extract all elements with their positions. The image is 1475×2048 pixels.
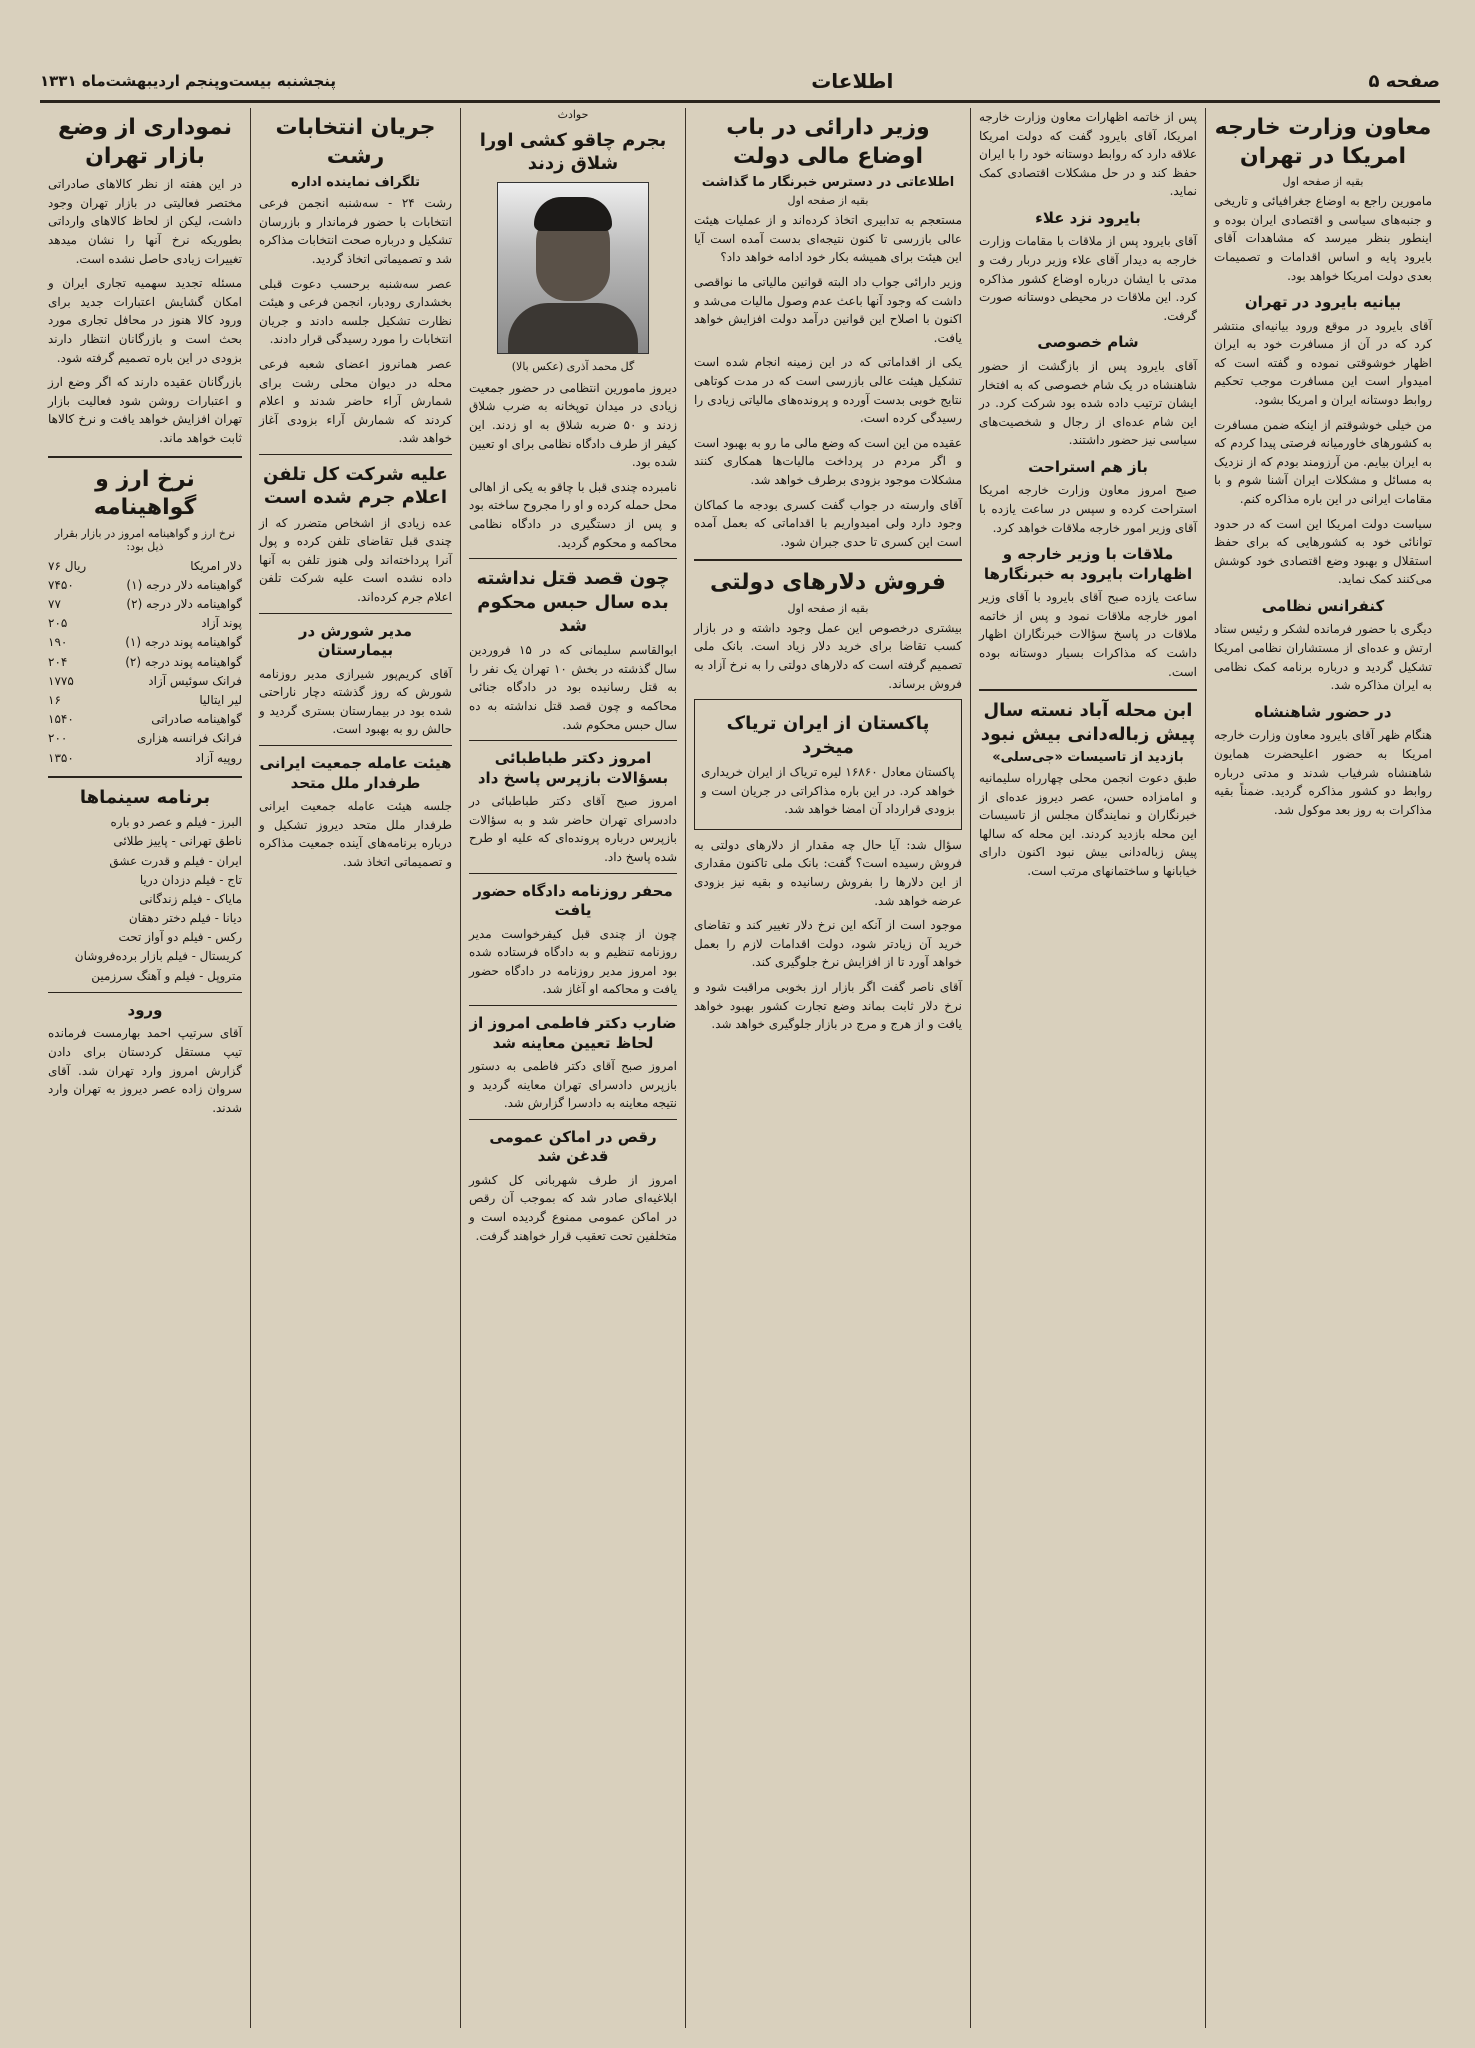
headline-tabatabai: امروز دکتر طباطبائی بسؤالات بازپرس پاسخ داد bbox=[477, 749, 669, 787]
photo-hair bbox=[534, 197, 612, 231]
paragraph: آقای بایرود در موقع ورود بیانیه‌ای منتشر کرد که در آن از مسافرت خود به ایران اظهار خوشوقتی نموده و گفته است که امیدوار است این مسافرت موجب تحکیم روابط دوستانه ایران و امریکا بشود. bbox=[1214, 318, 1432, 408]
divider bbox=[469, 558, 677, 559]
divider bbox=[259, 454, 452, 455]
section-label: حوادث bbox=[557, 108, 589, 121]
paragraph: مستعجم به تدابیری اتخاذ کرده‌اند و از عملیات هیئت عالی بازرسی تا کنون نتیجه‌ای بدست آمده است آیا این هیئت برای همیشه بکار خود ادامه خواهد داد؟ bbox=[694, 213, 962, 265]
paragraph: طبق دعوت انجمن محلی چهارراه سلیمانیه و امامزاده حسن، عصر دیروز عده‌ای از خبرنگاران و نمایندگان مجلس از تاسیسات این محله بازدید کردند. این محله که سالها پیش زباله‌دانی بیش نبود اکنون دارای خیابانها و ساختمانهای مرتب است. bbox=[979, 770, 1197, 878]
subhead-visit: بازدید از تاسیسات «جی‌سلی» bbox=[992, 749, 1184, 765]
subhead-statement: بیانیه بایرود در تهران bbox=[1244, 293, 1402, 312]
rate-value: ۱۶ bbox=[48, 693, 61, 707]
rate-name: لیر ایتالیا bbox=[199, 693, 242, 707]
headline-dollar-sale: فروش دلارهای دولتی bbox=[710, 570, 946, 596]
paragraph: دیگری با حضور فرمانده لشکر و رئیس ستاد ارتش و عده‌ای از مستشاران نظامی امریکا تشکیل گردید و درباره برنامه کمک نظامی به ایران مذاکره شد. bbox=[1214, 622, 1432, 693]
rate-row bbox=[48, 595, 242, 614]
paragraph: دیروز مامورین انتظامی در حضور جمعیت زیادی در میدان توپخانه به ضرب شلاق زدند و ۵۰ ضربه شلاق به او زدند. این کیفر از طرف دادگاه نظامی برای او تعیین شده بود. bbox=[469, 380, 677, 470]
subhead-byroade-ala: بایرود نزد علاء bbox=[1035, 208, 1141, 227]
rate-name: گواهینامه دلار درجه (۱) bbox=[126, 577, 242, 592]
cinema-listing: دیانا - فیلم دختر دهقان bbox=[128, 911, 242, 926]
cinema-list bbox=[48, 813, 242, 986]
rate-row bbox=[48, 691, 242, 710]
subhead-meeting-foreign-minister: ملاقات با وزیر خارجه و اظهارات بایرود به خبرنگارها bbox=[983, 545, 1193, 583]
rate-row bbox=[48, 576, 242, 595]
rate-value: ۲۰۵ bbox=[48, 616, 68, 631]
rate-row bbox=[48, 672, 242, 691]
headline-un-society: هیئت عامله جمعیت ایرانی طرفدار ملل متحد bbox=[259, 754, 452, 792]
rate-name: فرانک سوئیس آزاد bbox=[148, 673, 242, 688]
rate-name: گواهینامه صادراتی bbox=[151, 712, 242, 727]
paragraph: یکی از اقداماتی که در این زمینه انجام شده است تشکیل هیئت عالی بازرسی است که در مدت کوتاهی نتایج خوبی بدست آورده و پرونده‌های مالیاتی زیادی را رسیدگی کرده است. bbox=[694, 355, 962, 426]
rate-value: ۲۰۰ bbox=[48, 731, 68, 746]
paragraph: نامبرده چندی قبل با چاقو به یکی از اهالی محل حمله کرده و او را مجروح ساخته بود و پس از دستگیری در دادگاه نظامی محاکمه و محکوم گردید. bbox=[469, 479, 677, 550]
masthead bbox=[40, 62, 1440, 103]
rate-name: فرانک فرانسه هزاری bbox=[136, 731, 242, 746]
cinema-listing: ایران - فیلم و قدرت عشق bbox=[109, 853, 242, 868]
cinema-listing: مایاک - فیلم زندگانی bbox=[139, 891, 242, 906]
headline-ten-years: چون قصد قتل نداشته بده سال حبس محکوم شد bbox=[476, 568, 670, 636]
photo-caption: گل محمد آذری (عکس بالا) bbox=[511, 359, 635, 373]
paragraph: امروز صبح آقای دکتر طباطبائی در دادسرای تهران حاضر شد و به سؤالات بازپرس درباره پرونده‌ای که علیه او طرح شده پاسخ داد. bbox=[469, 794, 677, 865]
paragraph: ساعت یازده صبح آقای بایرود با آقای وزیر امور خارجه ملاقات نمود و پس از خاتمه ملاقات در پاسخ سؤالات خبرنگاران اظهار داشت که مذاکرات بسیار دوستانه بوده است. bbox=[979, 590, 1197, 679]
column-4 bbox=[460, 108, 685, 2028]
paragraph: مامورین راجع به اوضاع جغرافیائی و تاریخی و جنبه‌های سیاسی و اقتصادی ایران بوده و اینطور بنظر میرسد که مشاهدات آقای بایرود پایه و اساس اقدامات و تصمیمات بعدی دولت امریکا خواهد بود. bbox=[1214, 194, 1432, 283]
paragraph: عقیده من این است که وضع مالی ما رو به بهبود است و اگر مردم در پرداخت مالیات‌ها همکاری کنند مشکلات موجود بزودی برطرف خواهد شد. bbox=[694, 435, 962, 487]
rate-value: ۱۷۷۵ bbox=[48, 673, 74, 688]
column-3 bbox=[685, 108, 970, 2028]
paragraph: جلسه هیئت عامله جمعیت ایرانی طرفدار ملل متحد دیروز تشکیل و درباره برنامه‌های آینده جمعیت مذاکره و تصمیماتی اتخاذ شد. bbox=[259, 799, 452, 869]
paragraph: بازرگانان عقیده دارند که اگر وضع ارز و اعتبارات روشن شود فعالیت بازار تهران افزایش خواهد یافت و نرخ کالاها ثابت خواهد ماند. bbox=[48, 375, 242, 445]
divider bbox=[469, 873, 677, 874]
divider bbox=[48, 992, 242, 993]
headline-tehran-market: نموداری از وضع بازار تهران bbox=[58, 115, 232, 169]
rate-name: روپیه آزاد bbox=[195, 750, 242, 765]
rate-row bbox=[48, 557, 242, 576]
rate-value: ۱۵۴۰ bbox=[48, 712, 74, 727]
portrait-photo bbox=[497, 182, 649, 354]
rate-row bbox=[48, 729, 242, 748]
continued-note: بقیه از صفحه اول bbox=[1282, 175, 1364, 189]
paragraph: عصر همانروز اعضای شعبه فرعی محله در دیوان محلی رشت برای شمارش آراء حاضر شدند و اعلام کردند که شمارش آراء بزودی آغاز خواهد شد. bbox=[259, 356, 452, 446]
headline-knife-fight: بجرم چاقو کشی اورا شلاق زدند bbox=[479, 130, 667, 175]
cinema-listing: کریستال - فیلم بازار برده‌فروشان bbox=[74, 949, 242, 964]
rate-value: ۷۴۵۰ bbox=[48, 577, 74, 592]
paragraph: موجود است از آنکه این نرخ دلار تغییر کند و تقاضای خرید آن زیادتر شود، دولت اقدامات لازم را بعمل خواهد آورد تا از افزایش نرخ جلوگیری کند. bbox=[694, 918, 962, 970]
rate-name: گواهینامه دلار درجه (۲) bbox=[126, 597, 242, 612]
headline-neighborhood: ابن محله آباد نسته سال پیش زباله‌دانی بیش نبود bbox=[980, 700, 1196, 745]
paragraph: هنگام ظهر آقای بایرود معاون وزارت خارجه امریکا به حضور اعلیحضرت همایون شاهنشاه شرفیاب شدند و مدتی درباره روابط دو کشور مذاکره گردید. ضمناً بقیه مذاکرات به روز بعد موکول شد. bbox=[1214, 728, 1432, 817]
divider bbox=[469, 740, 677, 741]
subhead-rest: باز هم استراحت bbox=[1028, 457, 1148, 476]
rate-row bbox=[48, 749, 242, 768]
paragraph: امروز صبح آقای دکتر فاطمی به دستور بازپرس دادسرای تهران معاینه گردید و نتیجه معاینه به دادسرا گزارش شد. bbox=[469, 1059, 677, 1111]
paragraph: مسئله تجدید سهمیه تجاری ایران و امکان گشایش اعتبارات جدید برای ورود کالا هنوز در محافل تجاری مورد بحث است و بازرگانان انتظار دارند بزودی در این باره تصمیم گرفته شود. bbox=[48, 276, 242, 365]
paragraph: صبح امروز معاون وزارت خارجه امریکا استراحت کرده و سپس در ساعت یازده با آقای وزیر امور خارجه ملاقات خواهد کرد. bbox=[979, 483, 1197, 535]
cinema-listing: رکس - فیلم دو آواز تحت bbox=[118, 930, 242, 945]
paragraph: آقای بایرود پس از ملاقات با مقامات وزارت خارجه به دیدار آقای علاء وزیر دربار رفت و مدتی با ایشان درباره اوضاع کشور مذاکره کرد. این ملاقات در محیطی دوستانه صورت گرفت. bbox=[979, 234, 1197, 323]
paragraph: سؤال شد: آیا حال چه مقدار از دلارهای دولتی به فروش رسیده است؟ گفت: بانک ملی تاکنون مقداری از این دلارها را بفروش رسانیده و بقیه نیز بزودی عرضه خواهد شد. bbox=[694, 837, 962, 908]
headline-arrivals: ورود bbox=[127, 1000, 163, 1019]
headline-pakistan-opium: پاکستان از ایران تریاک میخرد bbox=[726, 713, 930, 758]
headline-exchange-rates: نرخ ارز و گواهینامه bbox=[93, 466, 197, 521]
cinema-listing: ناطق تهرانی - پاییز طلائی bbox=[113, 834, 242, 849]
rate-value: ۷۶ ریال bbox=[48, 558, 87, 573]
divider bbox=[259, 745, 452, 746]
headline-finance-minister: وزیر دارائی در باب اوضاع مالی دولت bbox=[726, 115, 930, 169]
paragraph: آقای وارسته در جواب گفت کسری بودجه ما کماکان وجود دارد ولی امیدواریم با اقداماتی که بعمل آمده است این کسری تا حدی جبران شود. bbox=[694, 497, 962, 549]
cinema-listing: البرز - فیلم و عصر دو باره bbox=[110, 815, 242, 830]
headline-rasht-elections: جریان انتخابات رشت bbox=[275, 115, 436, 169]
rate-name: گواهینامه پوند درجه (۱) bbox=[125, 635, 242, 650]
paragraph: در این هفته از نظر کالاهای صادراتی مختصر فعالیتی در بازار تهران وجود داشت، لیکن از لحاظ کالاهای وارداتی بطوریکه نرخ آنها را نشان میدهد تغییرات زیادی حاصل نشده است. bbox=[48, 177, 242, 266]
continued-note: بقیه از صفحه اول bbox=[787, 194, 869, 208]
rate-value: ۱۳۵۰ bbox=[48, 750, 74, 765]
rate-row bbox=[48, 653, 242, 672]
column-1 bbox=[1205, 108, 1440, 2028]
paragraph: من خیلی خوشوقتم از اینکه ضمن مسافرت به کشورهای خاورمیانه فرصتی پیدا کردم که به ایران بیایم. من آرزومند بودم که از نزدیک به مسائل و مشکلات ایران آشنا شوم و با مقامات ایرانی در این باره مذاکره کنم. bbox=[1214, 417, 1432, 506]
rate-row bbox=[48, 633, 242, 652]
subhead-audience-shah: در حضور شاهنشاه bbox=[1254, 702, 1392, 721]
divider bbox=[469, 1119, 677, 1120]
rates-list bbox=[48, 557, 242, 768]
subhead-telegram: تلگراف نماینده اداره bbox=[290, 175, 421, 191]
paragraph: بیشتری درخصوص این عمل وجود داشته و در بازار کسب تقاضا برای خرید دلار زیاد است. بانک ملی تصمیم گرفته است که دلارهای دولتی را به نرخ آزاد به فروش برساند. bbox=[694, 620, 962, 691]
rate-value: ۱۹۰ bbox=[48, 635, 68, 650]
paragraph: وزیر دارائی جواب داد البته قوانین مالیاتی ما نواقصی داشت که وجود آنها باعث عدم وصول مالیات می‌شد و اکنون با اصلاح این قوانین درآمد دولت افزایش خواهد یافت. bbox=[694, 274, 962, 345]
paragraph: چون از چندی قبل کیفرخواست مدیر روزنامه تنظیم و به دادگاه فرستاده شده بود امروز مدیر روزنامه در دادگاه حضور یافت و محاکمه او آغاز شد. bbox=[469, 926, 677, 997]
paragraph: عصر سه‌شنبه برحسب دعوت قبلی بخشداری رودبار، انجمن فرعی و هیئت نظارت تشکیل جلسه دادند و جریان انتخابات را مورد رسیدگی قرار دادند. bbox=[259, 276, 452, 347]
photo-shirt bbox=[508, 303, 638, 353]
divider bbox=[979, 689, 1197, 691]
paragraph: آقای بایرود پس از بازگشت از حضور شاهنشاه در یک شام خصوصی که به افتخار ایشان ترتیب داده شده بود شرکت کرد. در این شام عده‌ای از رجال و شخصیت‌های سیاسی نیز حضور داشتند. bbox=[979, 358, 1197, 448]
rate-row bbox=[48, 614, 242, 633]
headline-fatemi: ضارب دکتر فاطمی امروز از لحاظ تعیین معاینه شد bbox=[469, 1014, 677, 1052]
page-number: صفحه ۵ bbox=[1368, 70, 1440, 92]
subhead-military-conference: کنفرانس نظامی bbox=[1261, 596, 1385, 615]
paragraph: سیاست دولت امریکا این است که در حدود توانائی خود به کشورهایی که برای حفظ استقلال و بهبود وضع اقتصادی خود کوشش می‌کنند کمک نماید. bbox=[1214, 516, 1432, 587]
column-2 bbox=[970, 108, 1205, 2028]
rate-value: ۲۰۴ bbox=[48, 654, 68, 669]
rates-intro: نرخ ارز و گواهینامه امروز در بازار بقرار ذیل بود: bbox=[54, 526, 236, 553]
boxed-article-pakistan bbox=[694, 699, 962, 830]
paragraph: آقای کریم‌پور شیرازی مدیر روزنامه شورش که روز گذشته دچار ناراحتی شده بود در بیمارستان بستری گردید و حالش رو به بهبود است. bbox=[259, 666, 452, 737]
column-6 bbox=[40, 108, 250, 2028]
headline-cinema-program: برنامه سینماها bbox=[79, 786, 211, 808]
rate-value: ۷۷ bbox=[48, 597, 61, 612]
paragraph: رشت ۲۴ - سه‌شنبه انجمن فرعی انتخابات با حضور فرماندار و بازرسان تشکیل و درباره صحت انتخابات مذاکره شد و تصمیماتی اتخاذ گردید. bbox=[259, 196, 453, 266]
paper-name: اطلاعات bbox=[811, 69, 894, 93]
rate-name: گواهینامه پوند درجه (۲) bbox=[125, 654, 242, 669]
continued-note: بقیه از صفحه اول bbox=[787, 601, 869, 615]
divider bbox=[469, 1005, 677, 1006]
headline-newspaper-court: محفر روزنامه دادگاه حضور یافت bbox=[473, 881, 673, 920]
paragraph: آقای ناصر گفت اگر بازار ارز بخوبی مراقبت شود و نرخ دلار ثابت بماند وضع تجارت کشور بهبود خواهد یافت و از هرج و مرج در بازار جلوگیری خواهد شد. bbox=[694, 979, 962, 1032]
paragraph: ابوالقاسم سلیمانی که در ۱۵ فروردین سال گذشته در بخش ۱۰ تهران یک نفر را به قتل رسانیده بود در دادگاه جنائی محاکمه و چون قصد قتل نداشته به ده سال حبس محکوم شد. bbox=[469, 643, 677, 732]
headline-dance-ban: رقص در اماکن عمومی قدغن شد bbox=[489, 1127, 657, 1166]
subhead-private-dinner: شام خصوصی bbox=[1037, 333, 1139, 352]
headline-shoresh-hospital: مدیر شورش در بیمارستان bbox=[298, 621, 413, 660]
paragraph: امروز از طرف شهربانی کل کشور ابلاغیه‌ای صادر شد که بموجب آن رقص در اماکن عمومی ممنوع گردیده است و متخلفین تحت تعقیب قرار خواهند گرفت. bbox=[469, 1172, 677, 1243]
paragraph: آقای سرتیپ احمد بهارمست فرمانده تیپ مستقل کردستان برای دادن گزارش امروز وارد تهران شد. آقای سروان زاده عصر دیروز به تهران وارد شدند. bbox=[48, 1026, 242, 1115]
subhead-finance: اطلاعاتی در دسترس خبرنگار ما گذاشت bbox=[701, 175, 955, 191]
issue-date: پنجشنبه بیست‌وپنجم اردیبهشت‌ماه ۱۳۳۱ bbox=[40, 72, 337, 90]
paragraph: پس از خاتمه اظهارات معاون وزارت خارجه امریکا، آقای بایرود گفت که دولت امریکا علاقه دارد که روابط دوستانه خود را با ایران حفظ کند و در حل مشکلات اقتصادی کمک نماید. bbox=[979, 110, 1197, 199]
paragraph: پاکستان معادل ۱۶۸۶۰ لیره تریاک از ایران خریداری خواهد کرد. در این باره مذاکراتی در جریان است و بزودی قرارداد آن امضا خواهد شد. bbox=[701, 765, 955, 817]
column-5 bbox=[250, 108, 460, 2028]
cinema-listing: متروپل - فیلم و آهنگ سرزمین bbox=[91, 968, 242, 983]
cinema-listing: تاج - فیلم دزدان دریا bbox=[139, 872, 242, 887]
divider bbox=[48, 456, 242, 458]
divider bbox=[259, 613, 452, 614]
headline-deputy-secretary: معاون وزارت خارجه امریکا در تهران bbox=[1214, 115, 1432, 169]
rate-row bbox=[48, 710, 242, 729]
rate-name: پوند آزاد bbox=[201, 616, 242, 631]
rate-name: دلار امریکا bbox=[190, 558, 242, 573]
paragraph: عده زیادی از اشخاص متضرر که از چندی قبل تقاضای تلفن کرده و پول آنرا پرداخته‌اند ولی هنوز تلفن به آنها داده نشده است علیه شرکت تلفن اعلام جرم کرده‌اند. bbox=[259, 515, 452, 605]
divider bbox=[694, 559, 962, 561]
divider bbox=[48, 776, 242, 778]
headline-telephone-company: علیه شرکت کل تلفن اعلام جرم شده است bbox=[263, 463, 448, 509]
